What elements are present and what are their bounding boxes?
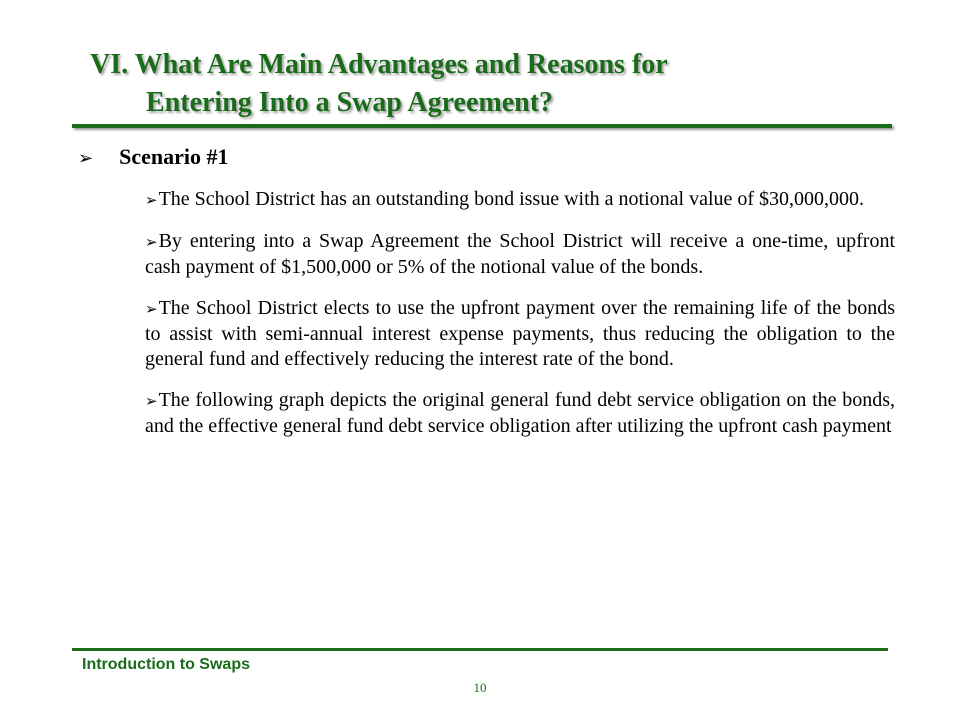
arrow-bullet-icon: ➢ (145, 392, 158, 410)
arrow-bullet-icon: ➢ (145, 191, 158, 209)
list-item (145, 187, 895, 213)
list-item (145, 229, 895, 280)
bullet-text: The School District has an outstanding bond issue with a notional value of $30,000,000. (158, 188, 865, 210)
bullet-text: The following graph depicts the original general fund debt service obligation on the bonds, and the effective general fund debt service obligation after utilizing the upfront cash payment (145, 389, 895, 437)
list-item (145, 388, 895, 439)
bullet-text: The School District elects to use the upfront payment over the remaining life of the bonds to assist with semi-annual interest expense payments, thus reducing the obligation to the general fund and effectively reducing the interest rate of the bond. (145, 297, 895, 370)
slide-title-line-2: Entering Into a Swap Agreement? (146, 87, 554, 118)
footer-divider (72, 648, 888, 651)
list-item (145, 296, 895, 372)
arrow-bullet-icon: ➢ (145, 233, 158, 251)
bullet-text: By entering into a Swap Agreement the School District will receive a one-time, upfront cash payment of $1,500,000 or 5% of the notional value of the bonds. (145, 230, 895, 278)
arrow-bullet-icon: ➢ (78, 148, 94, 169)
page-number: 10 (473, 680, 487, 695)
bullet-list (145, 187, 895, 455)
scenario-heading (78, 142, 228, 174)
slide-title (90, 46, 910, 122)
scenario-label: Scenario #1 (119, 144, 229, 169)
arrow-bullet-icon: ➢ (145, 300, 158, 318)
slide-title-line-1: VI. What Are Main Advantages and Reasons for (90, 49, 668, 80)
title-divider (72, 124, 892, 128)
footer-text: Introduction to Swaps (82, 656, 250, 673)
